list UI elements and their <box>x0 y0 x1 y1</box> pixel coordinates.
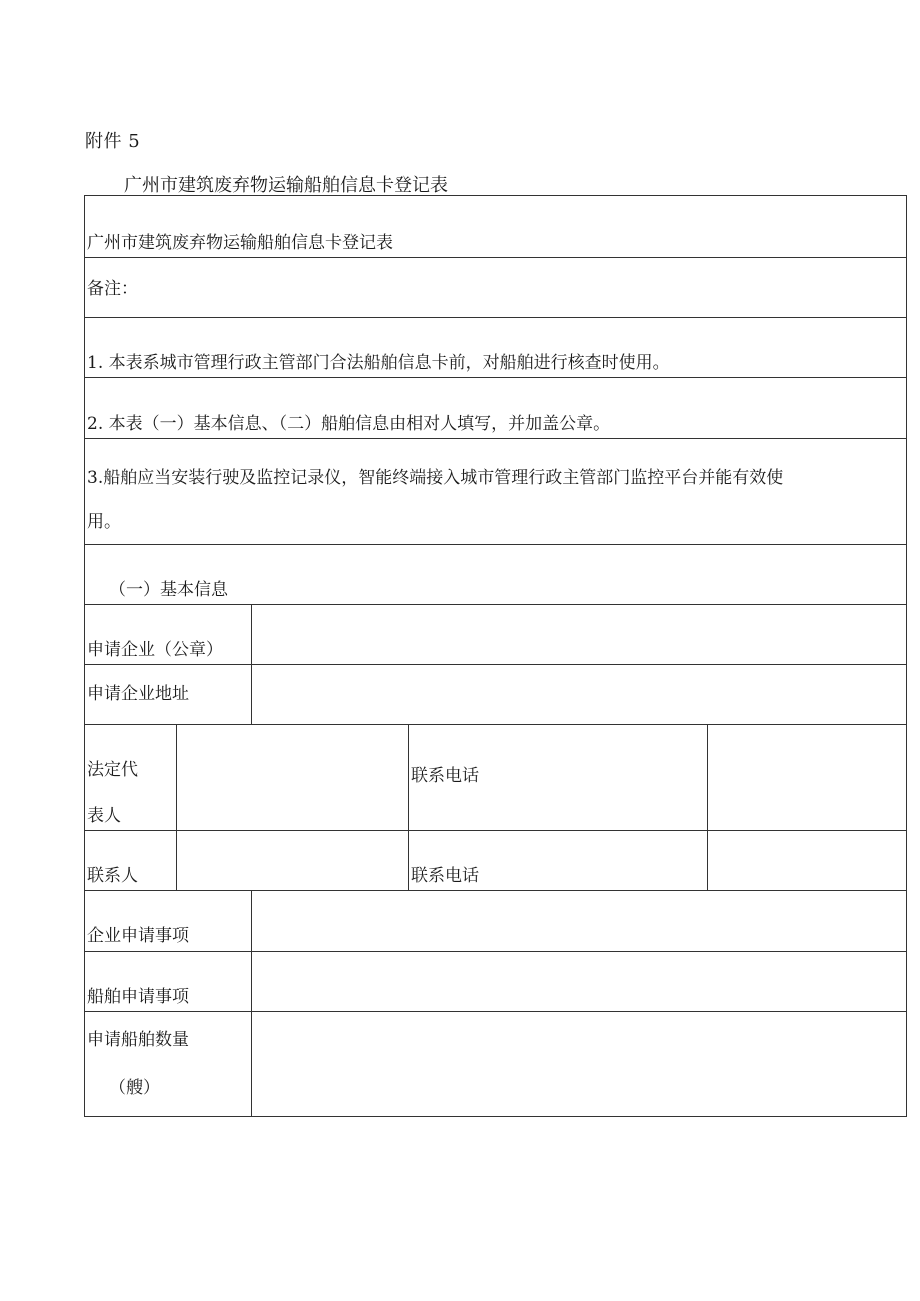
contact-value-cell[interactable] <box>177 831 408 890</box>
legal-rep-value-cell[interactable] <box>177 725 408 830</box>
registration-form <box>84 195 907 1117</box>
company-value-cell[interactable] <box>252 605 906 664</box>
ship-item-value-cell[interactable] <box>252 952 906 1011</box>
ship-count-value-cell[interactable] <box>252 1012 906 1116</box>
company-item-label: 企业申请事项 <box>87 926 189 946</box>
ship-count-unit: （艘） <box>109 1078 160 1098</box>
phone-label-1: 联系电话 <box>411 766 479 786</box>
remarks-label: 备注： <box>87 279 138 299</box>
attachment-label: 附件 5 <box>85 131 141 152</box>
note-3-cont: 用。 <box>87 512 121 532</box>
company-label: 申请企业（公章） <box>87 640 223 660</box>
form-title: 广州市建筑废弃物运输船舶信息卡登记表 <box>87 233 393 253</box>
ship-count-label: 申请船舶数量 <box>87 1030 189 1050</box>
phone-label-2: 联系电话 <box>411 866 479 886</box>
note-2: 2. 本表（一）基本信息、（二）船舶信息由相对人填写，并加盖公章。 <box>87 414 611 434</box>
legal-rep-label-cont: 表人 <box>87 806 121 826</box>
ship-item-label: 船舶申请事项 <box>87 987 189 1007</box>
document-title: 广州市建筑废弃物运输船舶信息卡登记表 <box>124 175 448 196</box>
note-3: 3.船舶应当安装行驶及监控记录仪，智能终端接入城市管理行政主管部门监控平台并能有效使 <box>87 468 784 488</box>
note-1: 1. 本表系城市管理行政主管部门合法船舶信息卡前，对船舶进行核查时使用。 <box>87 353 670 373</box>
contact-label: 联系人 <box>87 866 138 886</box>
phone-value-cell-1[interactable] <box>708 725 906 830</box>
phone-value-cell-2[interactable] <box>708 831 906 890</box>
section-basic-info: （一）基本信息 <box>109 580 228 600</box>
legal-rep-label: 法定代 <box>87 760 138 780</box>
company-address-value-cell[interactable] <box>252 665 906 724</box>
company-address-label: 申请企业地址 <box>87 684 189 704</box>
company-item-value-cell[interactable] <box>252 891 906 951</box>
